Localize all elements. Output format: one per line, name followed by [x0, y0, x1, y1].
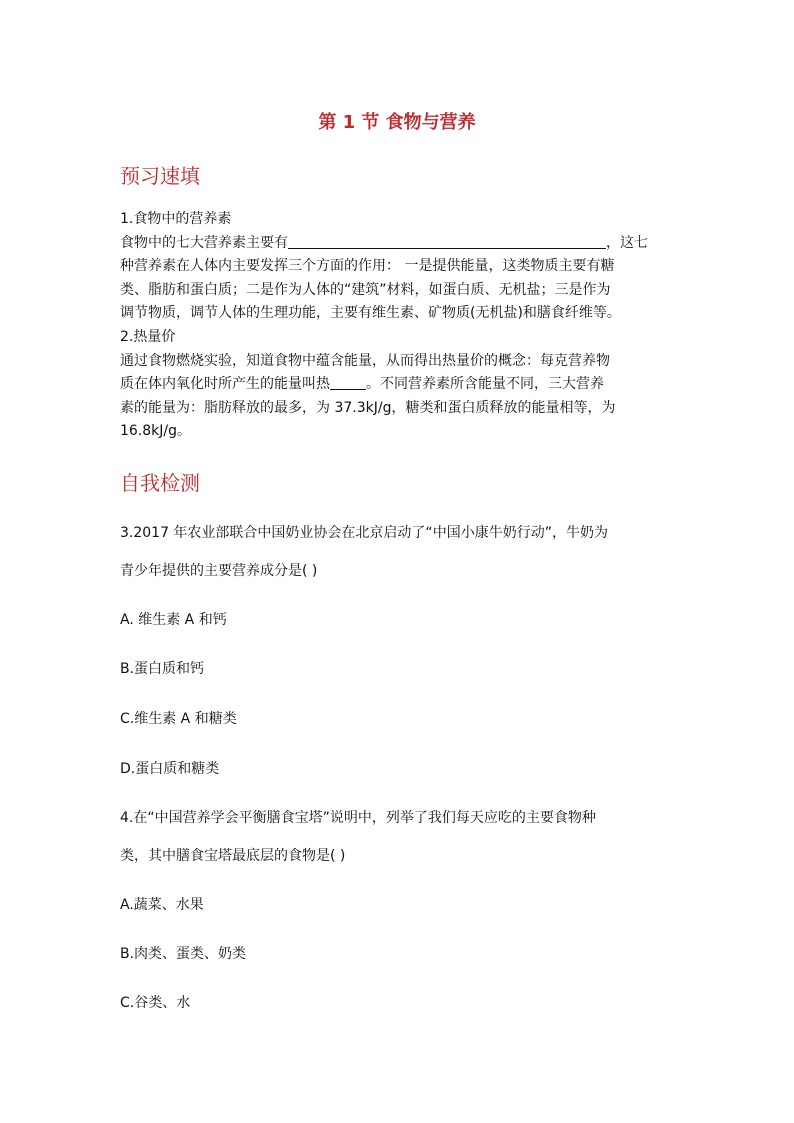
subheading-calorific-value: 2.热量价 [120, 328, 176, 345]
option-4c[interactable]: C.谷类、水 [120, 995, 191, 1011]
subheading-nutrients: 1.食物中的营养素 [120, 211, 232, 227]
paragraph-line [120, 373, 685, 397]
question-3-line-1: 3.2017 年农业部联合中国奶业协会在北京启动了“中国小康牛奶行动”，牛奶为 [120, 525, 608, 541]
question-4-line-2: 类，其中膳食宝塔最底层的食物是( ) [120, 848, 346, 864]
page-title: 第 1 节 食物与营养 [318, 112, 476, 133]
option-3b[interactable]: B.蛋白质和钙 [120, 661, 205, 677]
fill-blank[interactable] [330, 373, 366, 390]
text-segment: ，这七 [606, 234, 648, 251]
question-3-line-2: 青少年提供的主要营养成分是( ) [120, 563, 318, 579]
option-3c[interactable]: C.维生素 A 和糖类 [120, 711, 237, 727]
text-segment: 。不同营养素所含能量不同，三大营养 [366, 376, 604, 393]
paragraph-line: 种营养素在人体内主要发挥三个方面的作用： 一是提供能量，这类物质主要有糖 [120, 258, 615, 275]
text-segment: 质在体内氧化时所产生的能量叫热 [120, 376, 330, 393]
paragraph-line: 素的能量为：脂肪释放的最多，为 37.3kJ/g，糖类和蛋白质释放的能量相等，为 [120, 399, 616, 416]
paragraph-line: 类、脂肪和蛋白质；二是作为人体的“建筑”材料，如蛋白质、无机盐；三是作为 [120, 281, 611, 298]
option-3d[interactable]: D.蛋白质和糖类 [120, 761, 220, 777]
fill-blank[interactable] [288, 232, 606, 249]
option-3a[interactable]: A. 维生素 A 和钙 [120, 612, 227, 628]
paragraph-line: 调节物质，调节人体的生理功能，主要有维生素、矿物质(无机盐)和膳食纤维等。 [120, 305, 621, 322]
option-4a[interactable]: A.蔬菜、水果 [120, 897, 204, 913]
paragraph-line [120, 232, 685, 256]
question-4-line-1: 4.在“中国营养学会平衡膳食宝塔”说明中，列举了我们每天应吃的主要食物种 [120, 810, 596, 826]
paragraph-line: 16.8kJ/g。 [120, 423, 192, 440]
option-4b[interactable]: B.肉类、蛋类、奶类 [120, 946, 247, 962]
text-segment: 食物中的七大营养素主要有 [120, 234, 288, 251]
section-heading-selfcheck: 自我检测 [120, 471, 200, 495]
paragraph-line: 通过食物燃烧实验，知道食物中蕴含能量，从而得出热量价的概念：每克营养物 [120, 352, 610, 369]
preview-block [120, 208, 685, 444]
section-heading-preview: 预习速填 [120, 164, 200, 188]
